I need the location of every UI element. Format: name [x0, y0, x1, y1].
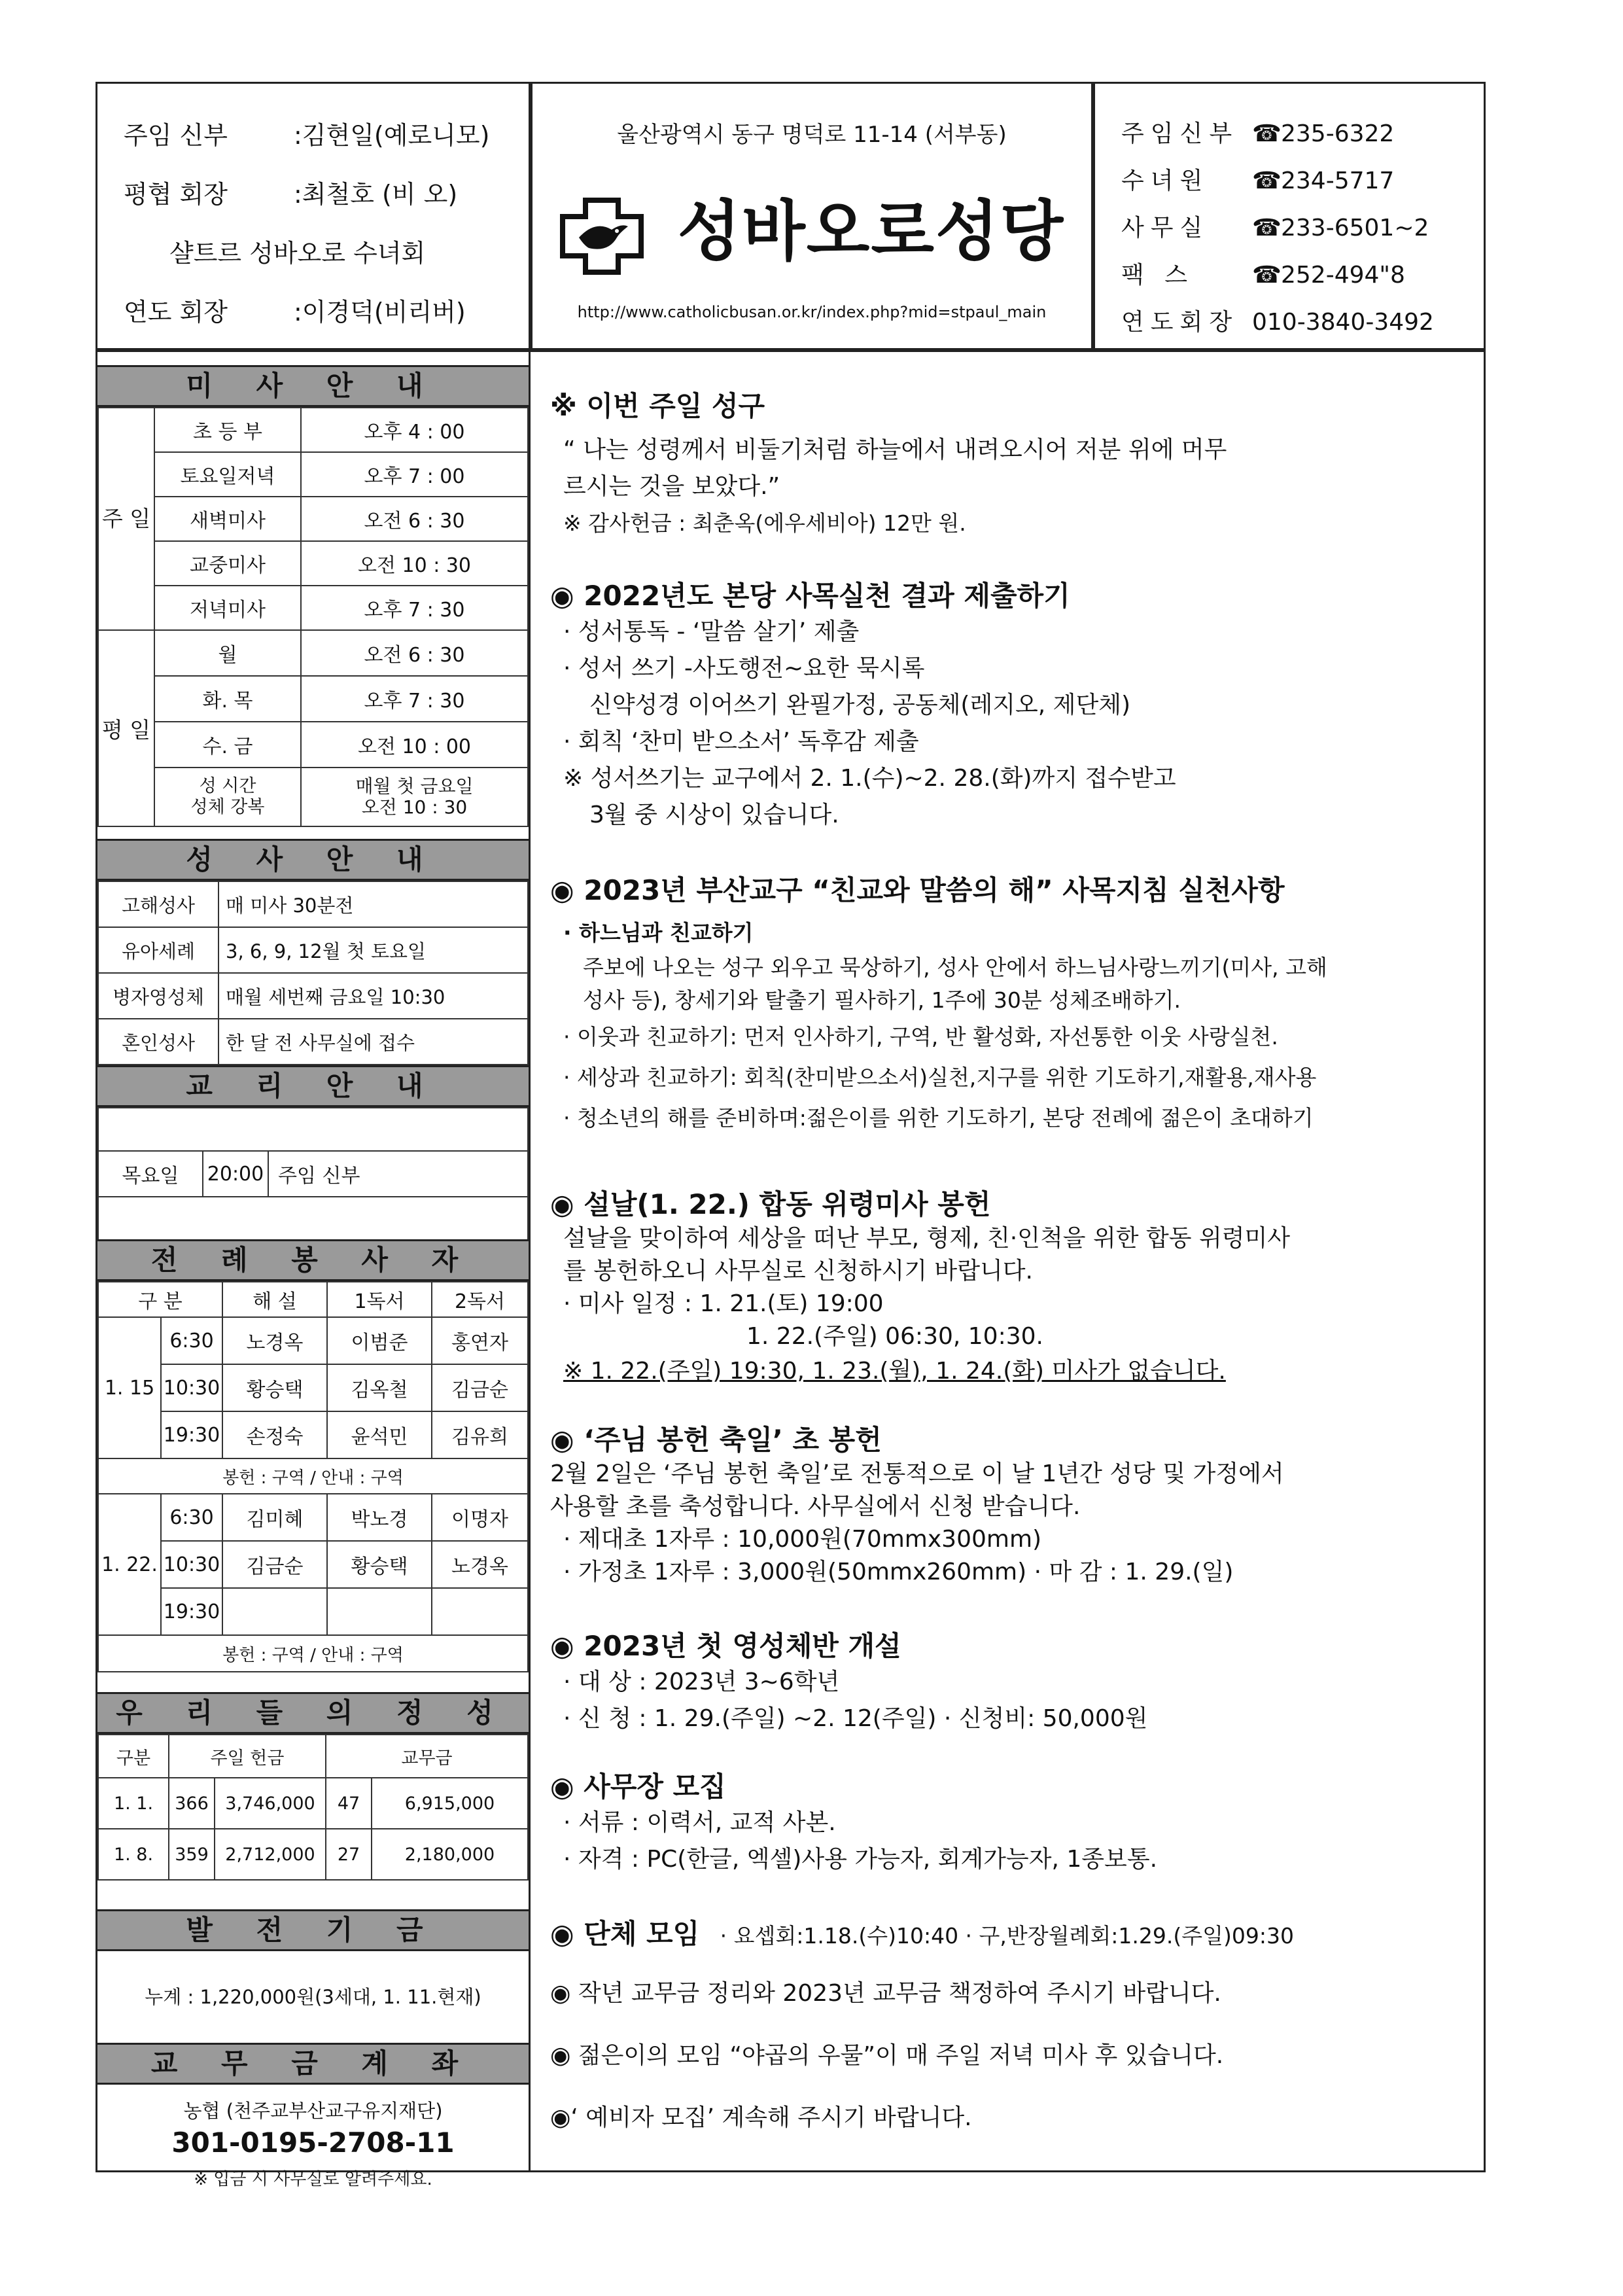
header-left-row: 샬트르 성바오로 수녀회 [169, 239, 426, 268]
notice-youth: ◉ 젊은이의 모임 “야곱의 우물”이 매 주일 저녁 미사 후 있습니다. [550, 2042, 1224, 2069]
account-bank: 농협 (천주교부산교구유지재단) [183, 2100, 443, 2122]
fund-heading: 발 전 기 금 [97, 1909, 529, 1951]
notice-scripture: ※ 이번 주일 성구 “ 나는 성령께서 비둘기처럼 하늘에서 내려오시어 저분 위에 머무 르시는 것을 보았다.” ※ 감사헌금 : 최춘옥(에우세비아) 12만 원. [550, 390, 1227, 536]
notice-office-manager: ◉ 사무장 모집 · 서류 : 이력서, 교적 사본. · 자격 : PC(한글, 엑셀)사용 가능자, 회계가능자, 1종보통. [550, 1771, 1158, 1873]
weekday-label: 평 일 [98, 630, 154, 826]
church-url[interactable]: http://www.catholicbusan.or.kr/index.php?mid=stpaul_main [577, 303, 1047, 321]
header-left-box [96, 82, 531, 350]
doctrine-table: 목요일 20:00 주임 신부 [97, 1107, 529, 1241]
sunday-label: 주 일 [98, 408, 154, 630]
notice-2022-results: ◉ 2022년도 본당 사목실천 결과 제출하기 · 성서통독 - ‘말씀 살기’ 제출 · 성서 쓰기 -사도행전~요한 묵시록 신약성경 이어쓰기 완필가정, 공동체(레지오, 제단체) · 회칙 ‘찬미 받으소서’ 독후감 제출 ※ 성서쓰기는 교구에서 2. 1.(수)~2. 28.(화)까지 접수받고 3월 중 시상이 있습니다. [550, 580, 1176, 828]
notice-2023-guidelines: ◉ 2023년 부산교구 “친교와 말씀의 해” 사목지침 실천사항 · 하느님과 친교하기 주보에 나오는 성구 외우고 묵상하기, 성사 안에서 하느님사랑느끼기(미사, 고해 성사 등), 창세기와 탈출기 필사하기, 1주에 30분 성체조배하기. · 이웃과 친교하기: 먼저 인사하기, 구역, 반 활성화, 자선통한 이웃 사랑실천. · 세상과 친교하기: 회칙(찬미받으소서)실천,지구를 위한 기도하기,재활용,재사용 · 청소년의 해를 준비하며:젊은이를 위한 기도하기, 본당 전례에 젊은이 초대하기 [550, 874, 1327, 1131]
header-title-box [531, 82, 1093, 350]
contact-row: 연도회장 010-3840-3492 [1121, 309, 1434, 336]
mass-schedule-heading: 미 사 안 내 [97, 365, 529, 407]
left-sidebar [96, 350, 531, 2189]
phone-icon: ☎ [1252, 262, 1282, 289]
notice-candle-offering: ◉ ‘주님 봉헌 축일’ 초 봉헌 2월 2일은 ‘주님 봉헌 축일’로 전통적으로 이 날 1년간 성당 및 가정에서 사용할 초를 축성합니다. 사무실에서 신청 받습니다. · 제대초 1자루 : 10,000원(70mmx300mm) · 가정초 1자루 : 3,000원(50mmx260mm) · 마 감 : 1. 29.(일) [550, 1424, 1284, 1585]
header-contacts-box [1093, 82, 1486, 350]
account-heading: 교 무 금 계 좌 [97, 2043, 529, 2085]
doctrine-heading: 교 리 안 내 [97, 1065, 529, 1107]
mass-schedule-table: 주 일 초 등 부 오후 4 : 00 토요일저녁 오후 7 : 00 새벽미사 오전 6 : 30 교중미사 오전 10 : 30 저녁미사 오후 7 : 30 평 일 월 오전 6 : 30 화. 목 오후 7 : 30 수. 금 오전 10 : 00 성 시간 성체 강복 매월 첫 금요일 오전 10 : 30 [97, 407, 529, 827]
account-number: 301-0195-2708-11 [171, 2127, 455, 2159]
account-note: ※ 입금 시 사무실로 알려주세요. [194, 2170, 432, 2189]
contact-row: 주임신부 ☎235-6322 [1121, 120, 1395, 147]
church-name: 성바오로성당 [677, 193, 1065, 270]
phone-icon: ☎ [1252, 215, 1282, 241]
servers-table: 구 분 해 설 1독서 2독서 1. 15 6:30 노경옥 이범준 홍연자 10:30 황승택 김옥철 김금순 19:30 손정숙 윤석민 김유희 봉헌 : 구역 / 안내 : 구역 1. 22. 6:30 김미혜 박노경 이명자 10:30 김금순 황승택 노경옥 19:30 봉헌 : 구역 / 안내 : 구역 [97, 1281, 529, 1672]
contact-row: 사무실 ☎233-6501~2 [1121, 215, 1429, 241]
church-address: 울산광역시 동구 명덕로 11-14 (서부동) [617, 122, 1007, 148]
sacrament-heading: 성 사 안 내 [97, 839, 529, 881]
contact-row: 팩 스 ☎252-494"8 [1121, 262, 1405, 289]
notices-panel [531, 350, 1486, 2172]
header-left-row: 연도 회장 :이경덕(비리버) [124, 298, 466, 327]
offerings-heading: 우 리 들 의 정 성 [97, 1692, 529, 1734]
fund-total: 누계 : 1,220,000원(3세대, 1. 11.현재) [145, 1986, 481, 2008]
notice-group-meetings: ◉ 단체 모임 · 요셉회:1.18.(수)10:40 · 구,반장월례회:1.29.(주일)09:30 [550, 1918, 1294, 1950]
notice-first-communion: ◉ 2023년 첫 영성체반 개설 · 대 상 : 2023년 3~6학년 · 신 청 : 1. 29.(주일) ~2. 12(주일) · 신청비: 50,000원 [550, 1630, 1148, 1732]
church-title [532, 179, 1091, 275]
servers-heading: 전 례 봉 사 자 [97, 1239, 529, 1281]
header-left-row: 평협 회장 :최철호 (비 오) [124, 180, 458, 209]
notice-dues: ◉ 작년 교무금 정리와 2023년 교무금 책정하여 주시기 바랍니다. [550, 1980, 1221, 2007]
offerings-table: 구분 주일 헌금 교무금 1. 1. 366 3,746,000 47 6,915,000 1. 8. 359 2,712,000 27 2,180,000 [97, 1734, 529, 1881]
contact-row: 수녀원 ☎234-5717 [1121, 168, 1395, 194]
sacrament-table: 고해성사 매 미사 30분전 유아세례 3, 6, 9, 12월 첫 토요일 병자영성체 매월 세번째 금요일 10:30 혼인성사 한 달 전 사무실에 접수 [97, 881, 529, 1065]
notice-memorial-mass: ◉ 설날(1. 22.) 합동 위령미사 봉헌 설날을 맞이하여 세상을 떠난 부모, 형제, 친·인척을 위한 합동 위령미사 를 봉헌하오니 사무실로 신청하시기 바랍니다. · 미사 일정 : 1. 21.(토) 19:00 1. 22.(주일) 06:30, 10:30. ※ 1. 22.(주일) 19:30, 1. 23.(월), 1. 24.(화) 미사가 없습니다. [550, 1188, 1291, 1385]
header-left-row: 주임 신부 :김현일(예로니모) [124, 121, 490, 150]
phone-icon: ☎ [1252, 120, 1282, 147]
phone-icon: ☎ [1252, 168, 1282, 194]
church-logo-icon [559, 197, 644, 275]
notice-catechumen: ◉‘ 예비자 모집’ 계속해 주시기 바랍니다. [550, 2104, 972, 2131]
